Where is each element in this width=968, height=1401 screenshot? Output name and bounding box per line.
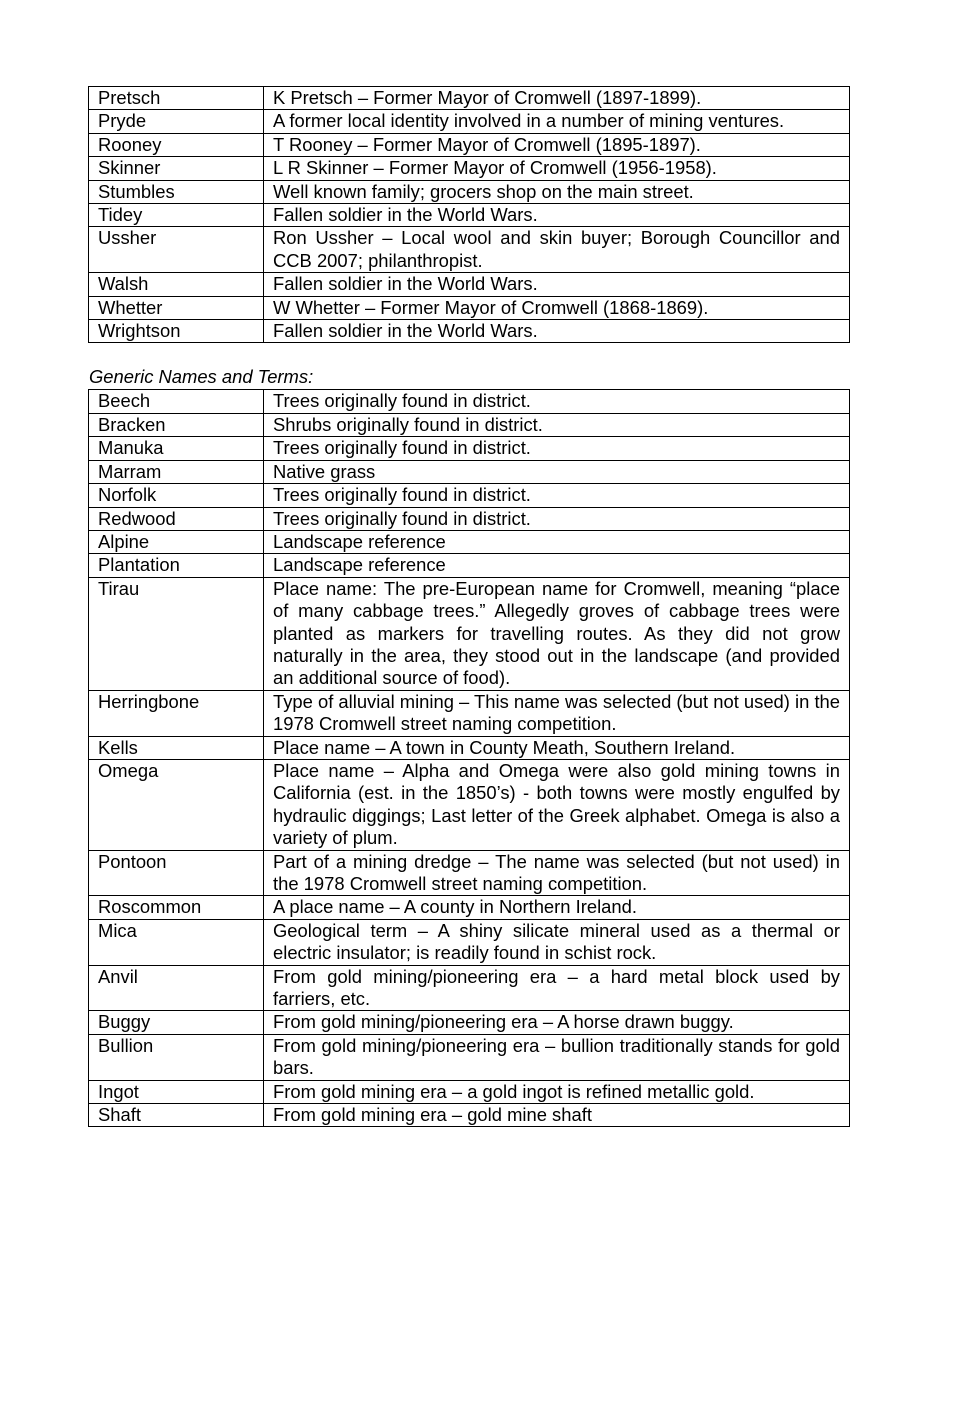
names-table-1 [88,86,850,343]
table-row [89,110,850,133]
street-name-cell: Roscommon [89,896,264,919]
table-row [89,204,850,227]
street-name-cell: Ussher [89,227,264,273]
description-cell: Part of a mining dredge – The name was selected (but not used) in the 1978 Cromwell street naming competition. [264,850,850,896]
street-name-cell: Redwood [89,507,264,530]
street-name-cell: Rooney [89,133,264,156]
street-name-cell: Bracken [89,413,264,436]
street-name-cell: Manuka [89,437,264,460]
table-row [89,1011,850,1034]
table-row [89,577,850,690]
description-cell: Fallen soldier in the World Wars. [264,320,850,343]
description-cell: Fallen soldier in the World Wars. [264,204,850,227]
description-cell: K Pretsch – Former Mayor of Cromwell (1897-1899). [264,87,850,110]
street-name-cell: Anvil [89,965,264,1011]
description-cell: Fallen soldier in the World Wars. [264,273,850,296]
table-row [89,437,850,460]
street-name-cell: Skinner [89,157,264,180]
description-cell: A place name – A county in Northern Ireland. [264,896,850,919]
street-name-cell: Shaft [89,1104,264,1127]
table-row [89,157,850,180]
description-cell: Trees originally found in district. [264,484,850,507]
names-table-1-body [89,87,850,343]
street-name-cell: Omega [89,759,264,850]
description-cell: Native grass [264,460,850,483]
street-name-cell: Mica [89,919,264,965]
description-cell: Type of alluvial mining – This name was selected (but not used) in the 1978 Cromwell street naming competition. [264,690,850,736]
street-name-cell: Bullion [89,1034,264,1080]
table-row [89,1034,850,1080]
table-row [89,227,850,273]
street-name-cell: Marram [89,460,264,483]
description-cell: Landscape reference [264,530,850,553]
description-cell: Ron Ussher – Local wool and skin buyer; Borough Councillor and CCB 2007; philanthropist. [264,227,850,273]
table-row [89,919,850,965]
table-row [89,296,850,319]
table-row [89,1104,850,1127]
street-name-cell: Pryde [89,110,264,133]
table-row [89,390,850,413]
description-cell: Trees originally found in district. [264,507,850,530]
table-row [89,133,850,156]
section-heading-generic-names: Generic Names and Terms: [89,366,314,388]
table-row [89,180,850,203]
description-cell: Well known family; grocers shop on the main street. [264,180,850,203]
table-row [89,320,850,343]
description-cell: Place name – A town in County Meath, Southern Ireland. [264,736,850,759]
description-cell: W Whetter – Former Mayor of Cromwell (1868-1869). [264,296,850,319]
street-name-cell: Plantation [89,554,264,577]
description-cell: From gold mining/pioneering era – bullion traditionally stands for gold bars. [264,1034,850,1080]
table-row [89,87,850,110]
names-table-2 [88,389,850,1127]
table-row [89,896,850,919]
street-name-cell: Alpine [89,530,264,553]
description-cell: Place name – Alpha and Omega were also gold mining towns in California (est. in the 1850’s) - both towns were mostly engulfed by hydraulic diggings; Last letter of the Greek alphabet. Omega is also a variety of plum. [264,759,850,850]
street-name-cell: Wrightson [89,320,264,343]
street-name-cell: Tidey [89,204,264,227]
description-cell: Landscape reference [264,554,850,577]
table-row [89,850,850,896]
description-cell: From gold mining era – a gold ingot is refined metallic gold. [264,1080,850,1103]
table-row [89,690,850,736]
description-cell: L R Skinner – Former Mayor of Cromwell (1956-1958). [264,157,850,180]
description-cell: From gold mining/pioneering era – a hard metal block used by farriers, etc. [264,965,850,1011]
description-cell: Geological term – A shiny silicate mineral used as a thermal or electric insulator; is readily found in schist rock. [264,919,850,965]
street-name-cell: Buggy [89,1011,264,1034]
description-cell: From gold mining/pioneering era – A horse drawn buggy. [264,1011,850,1034]
description-cell: Trees originally found in district. [264,390,850,413]
document-page [88,86,850,1127]
description-cell: T Rooney – Former Mayor of Cromwell (1895-1897). [264,133,850,156]
street-name-cell: Tirau [89,577,264,690]
table-row [89,273,850,296]
street-name-cell: Kells [89,736,264,759]
street-name-cell: Beech [89,390,264,413]
street-name-cell: Herringbone [89,690,264,736]
table-row [89,759,850,850]
table-row [89,554,850,577]
table-row [89,736,850,759]
table-row [89,507,850,530]
street-name-cell: Norfolk [89,484,264,507]
street-name-cell: Pretsch [89,87,264,110]
description-cell: Shrubs originally found in district. [264,413,850,436]
description-cell: Trees originally found in district. [264,437,850,460]
street-name-cell: Ingot [89,1080,264,1103]
street-name-cell: Walsh [89,273,264,296]
table-row [89,530,850,553]
table-row [89,965,850,1011]
description-cell: A former local identity involved in a number of mining ventures. [264,110,850,133]
table-row [89,484,850,507]
street-name-cell: Stumbles [89,180,264,203]
table-row [89,1080,850,1103]
description-cell: Place name: The pre-European name for Cromwell, meaning “place of many cabbage trees.” Allegedly groves of cabbage trees were planted as markers for travelling routes. As they did not grow naturally in the area, they stood out in the landscape (and provided an additional source of food). [264,577,850,690]
table-row [89,413,850,436]
street-name-cell: Pontoon [89,850,264,896]
table-row [89,460,850,483]
street-name-cell: Whetter [89,296,264,319]
description-cell: From gold mining era – gold mine shaft [264,1104,850,1127]
names-table-2-body [89,390,850,1127]
